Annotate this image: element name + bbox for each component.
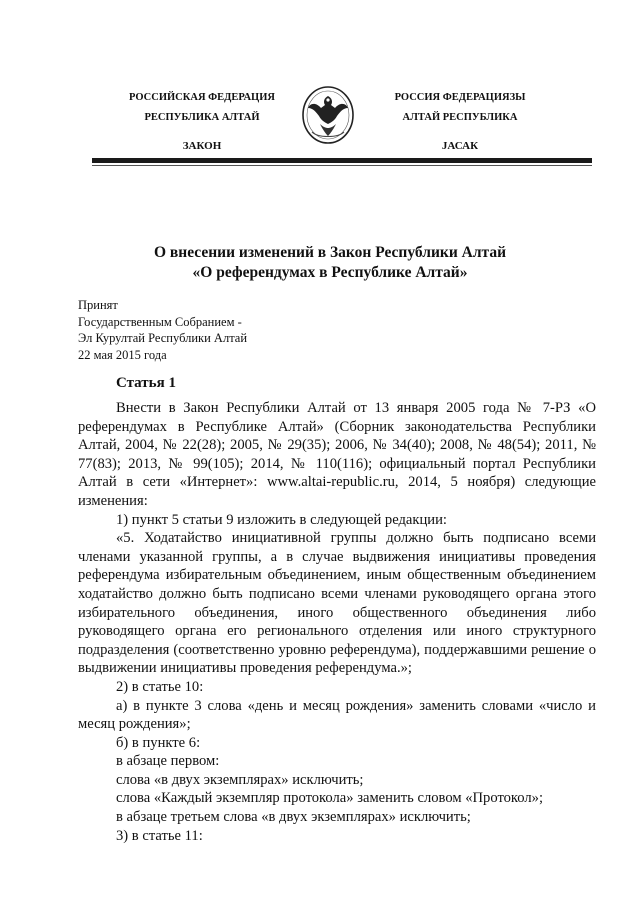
paragraph-words-2: слова «Каждый экземпляр протокола» заменить словом «Протокол»; bbox=[116, 790, 544, 807]
header-right-country: РОССИЯ ФЕДЕРАЦИЯЗЫ bbox=[394, 92, 526, 103]
document-title-line1: О внесении изменений в Закон Республики Алтай bbox=[153, 244, 507, 261]
adoption-line1: Принят bbox=[78, 298, 118, 312]
coat-of-arms-eagle-icon bbox=[300, 84, 356, 146]
header-divider-thick bbox=[92, 158, 592, 163]
adoption-block bbox=[78, 297, 247, 363]
header-right-republic: АЛТАЙ РЕСПУБЛИКА bbox=[402, 112, 518, 123]
header-left-country: РОССИЙСКАЯ ФЕДЕРАЦИЯ bbox=[129, 92, 275, 103]
document-title-line2: «О референдумах в Республике Алтай» bbox=[192, 264, 468, 281]
adoption-line3: Эл Курултай Республики Алтай bbox=[78, 331, 248, 345]
header-left-republic: РЕСПУБЛИКА АЛТАЙ bbox=[144, 112, 260, 123]
paragraph-item-2: 2) в статье 10: bbox=[116, 678, 204, 695]
adoption-line2: Государственным Собранием - bbox=[78, 314, 242, 329]
article-heading: Статья 1 bbox=[116, 375, 176, 391]
paragraph-abzac-3: в абзаце третьем слова «в двух экземплярах» исключить; bbox=[116, 809, 471, 826]
header-right-law: JАСАК bbox=[441, 140, 479, 152]
paragraph-item-3: 3) в статье 11: bbox=[116, 827, 203, 844]
header-left bbox=[112, 88, 292, 156]
header-right bbox=[370, 88, 550, 156]
paragraph-item-2b: б) в пункте 6: bbox=[116, 734, 201, 751]
paragraph-item-2a: а) в пункте 3 слова «день и месяц рождения» заменить словами «число и месяц рождения»; bbox=[78, 697, 596, 733]
document-body bbox=[78, 399, 596, 845]
document-title bbox=[80, 243, 580, 283]
paragraph-item-1: 1) пункт 5 статьи 9 изложить в следующей редакции: bbox=[116, 511, 447, 528]
header-divider-thin bbox=[92, 165, 592, 166]
paragraph-abzac-1: в абзаце первом: bbox=[116, 753, 220, 770]
paragraph-words-1: слова «в двух экземплярах» исключить; bbox=[116, 771, 364, 788]
header-left-law: ЗАКОН bbox=[182, 140, 222, 152]
paragraph-quote: «5. Ходатайство инициативной группы должно быть подписано всеми членами указанной группы, а в случае выдвижения инициативы проведения референдума избирательным объединением, иным общественным объединением ходатайство должно быть подписано всеми членами руководящего органа этого избирательного объединения, иного общественного объединения либо руководящего органа его регионального отделения или иного структурного подразделения (соответственно уровню референдума), поддержавшими решение о выдвижении инициативы проведения референдума.»; bbox=[78, 530, 596, 677]
paragraph-intro: Внести в Закон Республики Алтай от 13 января 2005 года № 7-РЗ «О референдумах в Республике Алтай» (Сборник законодательства Республики Алтай, 2004, № 22(28); 2005, № 29(35); 2006, № 34(40); 2008, № 48(54); 2011, № 77(83); 2013, № 99(105); 2014, № 110(116); официальный портал Республики Алтай в сети «Интернет»: www.altai-republic.ru, 2014, 5 ноября) следующие изменения: bbox=[78, 400, 596, 509]
adoption-date: 22 мая 2015 года bbox=[78, 347, 167, 362]
